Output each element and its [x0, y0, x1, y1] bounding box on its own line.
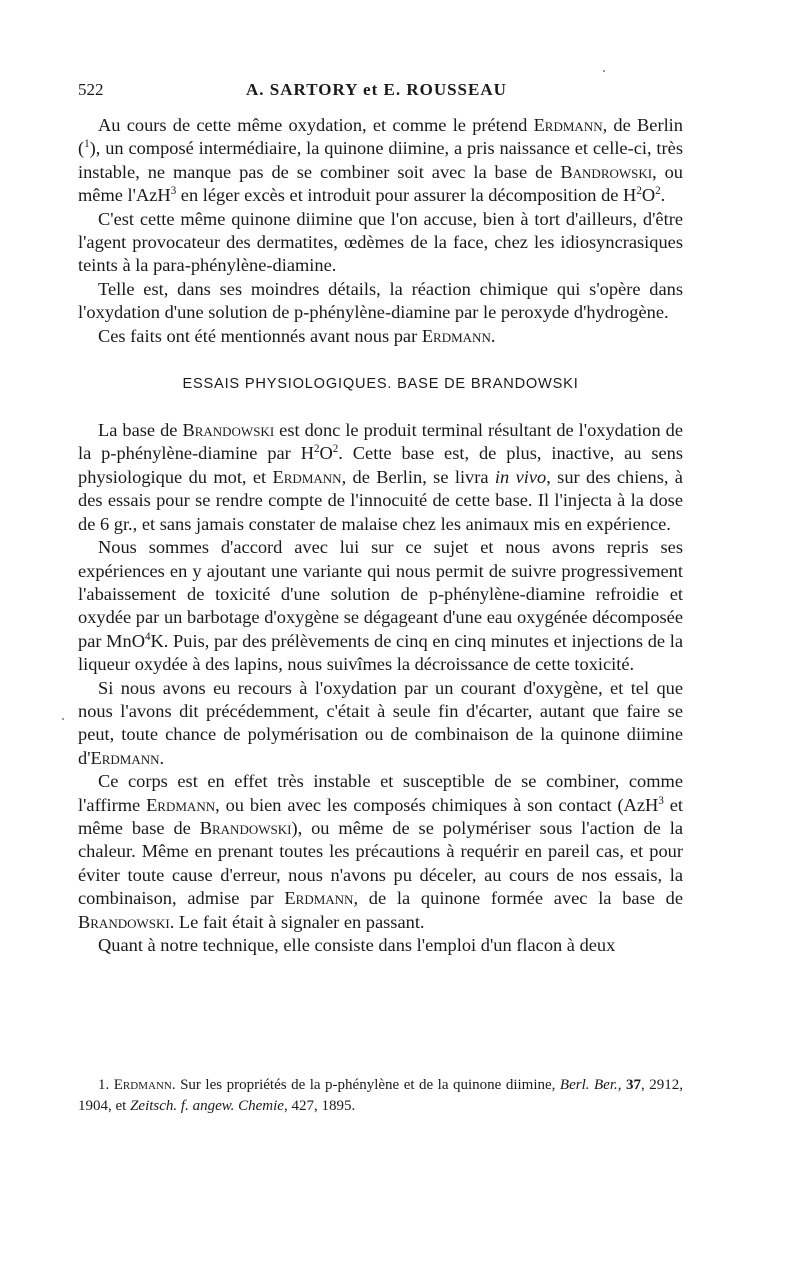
author-name: Erdmann [146, 794, 216, 815]
running-head: A. SARTORY et E. ROUSSEAU [246, 80, 507, 99]
author-name: Erdmann [90, 747, 160, 768]
page-number: 522 [78, 80, 104, 99]
author-name: Brandowski [182, 420, 275, 441]
section-heading: ESSAIS PHYSIOLOGIQUES. BASE DE BRANDOWSKI [182, 376, 579, 393]
footnote-area [78, 1075, 683, 1117]
italic-term: in vivo [494, 466, 547, 487]
author-name: Brandowski [199, 817, 292, 838]
footnote-number: 1. [98, 1077, 110, 1093]
paragraph: C'est cette même quinone diimine que l'on accuse, bien à tort d'ailleurs, d'être l'agent provocateur des dermatites, œdèmes de la face, chez les idiosyncrasiques teints à la para-phénylène-diamine. [78, 208, 683, 276]
author-name: Bandrowski [560, 161, 653, 182]
paragraph: Au cours de cette même oxydation, et comme le prétend Erdmann, de Berlin ($^1$), un composé intermédiaire, la quinone diimine, a pris naissance et celle-ci, très instable, ne manque pas de se combiner soit avec la base de Bandrowski, ou même l'AzH$^3$ en léger excès et introduit pour assurer la décomposition de $H^2O^2$. [78, 115, 683, 206]
paragraph: Si nous avons eu recours à l'oxydation par un courant d'oxygène, et tel que nous l'avons dit précédemment, c'était à seule fin d'écarter, autant que faire se peut, toute chance de polymérisation ou de combinaison de la quinone diimine d'Erdmann. [78, 677, 683, 768]
paragraph: Ces faits ont été mentionnés avant nous par Erdmann. [98, 325, 496, 346]
paragraph: Nous sommes d'accord avec lui sur ce sujet et nous avons repris ses expériences en y ajoutant une variante qui nous permit de suivre progressivement l'abaissement de toxicité d'une solution de p-phénylène-diamine refroidie et oxydée par un barbotage d'oxygène se dégageant d'une eau oxygénée décomposée par MnO$^4$K. Puis, par des prélèvements de cinq en cinq minutes et injections de la liqueur oxydée à des lapins, nous suivîmes la décroissance de cette toxicité. [78, 537, 683, 675]
footnote: 1. Erdmann. Sur les propriétés de la p-phénylène et de la quinone diimine, Berl. Ber., 37, 2912, 1904, et Zeitsch. f. angew. Chemie, 427, 1895. [78, 1077, 684, 1114]
journal-title: Berl. Ber. [559, 1077, 618, 1093]
paragraph: Telle est, dans ses moindres détails, la réaction chimique qui s'opère dans l'oxydation d'une solution de p-phénylène-diamine par le peroxyde d'hydrogène. [78, 278, 683, 323]
paragraph: La base de Brandowski est donc le produit terminal résultant de l'oxydation de la p-phénylène-diamine par $H^2O^2$. Cette base est, de plus, inactive, au sens physiologique du mot, et Erdmann, de Berlin, se livra in vivo, sur des chiens, à des essais pour se rendre compte de l'innocuité de cette base. Il l'injecta à la dose de 6 gr., et sans jamais constater de malaise chez les animaux mis en expérience. [78, 420, 684, 534]
paragraph: Ce corps est en effet très instable et susceptible de se combiner, comme l'affirme Erdmann, ou bien avec les composés chimiques à son contact (AzH$^3$ et même base de Brandowski), ou même de se polymériser sous l'action de la chaleur. Même en prenant toutes les précautions à requérir en pareil cas, et pour éviter toute cause d'erreur, nous n'avons pu déceler, au cours de nos essais, la combinaison, admise par Erdmann, de la quinone formée avec la base de Brandowski. Le fait était à signaler en passant. [78, 771, 684, 932]
page-header [78, 80, 683, 102]
scan-speck [62, 718, 64, 720]
author-name: Erdmann [284, 888, 354, 909]
volume-number: 37 [626, 1077, 642, 1093]
body-text [78, 114, 683, 957]
scan-speck [603, 70, 605, 72]
author-name: Brandowski [78, 911, 170, 932]
paragraph: Quant à notre technique, elle consiste dans l'emploi d'un flacon à deux [98, 935, 616, 955]
author-name: Erdmann [421, 325, 491, 346]
journal-title: Zeitsch. f. angew. Chemie [130, 1098, 284, 1114]
author-name: Erdmann [272, 466, 342, 487]
author-name: Erdmann [533, 115, 603, 135]
author-name: Erdmann [113, 1077, 172, 1093]
footnote-ref: 1 [84, 138, 90, 151]
